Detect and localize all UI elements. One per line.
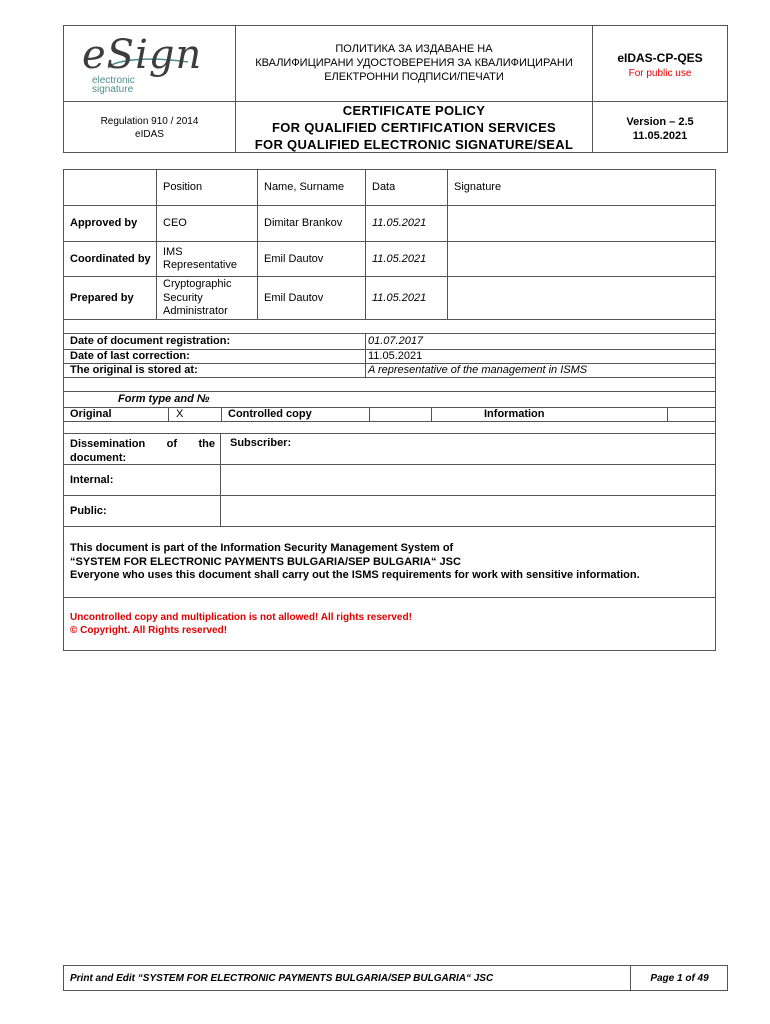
position-line: Security: [163, 291, 203, 304]
logo-sub-1: electronic: [92, 75, 135, 86]
row-role: Coordinated by: [70, 252, 151, 265]
registration-label: Date of document registration:: [70, 334, 231, 347]
registration-value: A representative of the management in ISMS: [368, 364, 588, 376]
doc-access: For public use: [628, 68, 692, 79]
notice-line: This document is part of the Information Security Management System of: [70, 542, 454, 554]
regulation-cell: [64, 115, 235, 141]
col-header-name: Name, Surname: [264, 181, 345, 193]
footer-left: Print and Edit “SYSTEM FOR ELECTRONIC PAYMENTS BULGARIA/SEP BULGARIA“ JSC: [70, 972, 494, 984]
title-bg-line: ЕЛЕКТРОННИ ПОДПИСИ/ПЕЧАТИ: [324, 71, 504, 83]
row-position: [163, 278, 231, 319]
dissemination-word: of: [166, 438, 178, 450]
row-name: Emil Dautov: [264, 291, 324, 304]
logo-brand: eSign: [82, 32, 203, 78]
version-cell: [593, 115, 727, 143]
version: Version – 2.5: [626, 116, 694, 128]
regulation-line: Regulation 910 / 2014: [100, 116, 199, 127]
control-table: [63, 169, 716, 651]
row-name: Dimitar Brankov: [264, 217, 343, 229]
row-name: Emil Dautov: [264, 252, 324, 265]
position-line: Representative: [163, 259, 237, 271]
warning-line: Uncontrolled copy and multiplication is not allowed! All rights reserved!: [70, 612, 412, 623]
dissemination-word: document:: [70, 452, 127, 464]
position-line: Administrator: [163, 305, 228, 317]
doc-code-cell: [593, 50, 727, 80]
warning-line: © Copyright. All Rights reserved!: [70, 625, 228, 636]
notice-line: “SYSTEM FOR ELECTRONIC PAYMENTS BULGARIA/SEP BULGARIA“ JSC: [70, 555, 461, 568]
form-controlled: Controlled copy: [228, 408, 312, 420]
dissemination-word: Dissemination: [70, 438, 146, 450]
dissemination-word: the: [198, 438, 215, 450]
copyright-warning: [70, 611, 710, 637]
row-date: 11.05.2021: [372, 291, 427, 304]
doc-code: eIDAS-CP-QES: [617, 51, 703, 65]
registration-label: The original is stored at:: [70, 364, 198, 376]
position-line: IMS: [163, 246, 183, 258]
isms-notice: [70, 542, 710, 583]
page-footer: [63, 965, 728, 991]
row-position: CEO: [163, 217, 187, 229]
document-header: [63, 25, 728, 153]
form-type-title: Form type and №: [118, 393, 210, 405]
position-line: Cryptographic: [163, 278, 232, 290]
col-header-date: Data: [372, 181, 396, 193]
row-role: Prepared by: [70, 291, 134, 304]
dissemination-internal: Internal:: [70, 473, 114, 486]
title-en-line: FOR QUALIFIED ELECTRONIC SIGNATURE/SEAL: [254, 137, 574, 152]
dissemination-subscriber: Subscriber:: [230, 436, 292, 449]
logo-sub-2: signature: [92, 84, 134, 95]
registration-value: 11.05.2021: [368, 350, 423, 362]
row-date: 11.05.2021: [372, 217, 427, 229]
title-bg: [236, 42, 592, 84]
form-information: Information: [484, 408, 545, 420]
title-en-line: FOR QUALIFIED CERTIFICATION SERVICES: [271, 120, 557, 135]
col-header-position: Position: [163, 181, 203, 193]
notice-line: Everyone who uses this document shall carry out the ISMS requirements for work with sensitive information.: [70, 569, 640, 581]
row-role: Approved by: [70, 217, 138, 229]
title-bg-line: КВАЛИФИЦИРАНИ УДОСТОВЕРЕНИЯ ЗА КВАЛИФИЦИРАНИ: [255, 57, 573, 69]
form-original: Original: [70, 408, 112, 420]
col-header-signature: Signature: [454, 181, 502, 193]
title-en-line: CERTIFICATE POLICY: [342, 103, 486, 118]
title-en: [236, 102, 592, 153]
version-date: 11.05.2021: [632, 130, 688, 142]
regulation-line: eIDAS: [135, 129, 164, 140]
registration-label: Date of last correction:: [70, 350, 190, 362]
page-number: Page 1 of 49: [650, 972, 709, 984]
row-position: [163, 246, 237, 272]
form-original-mark: X: [176, 408, 184, 420]
registration-value: 01.07.2017: [368, 334, 424, 347]
row-date: 11.05.2021: [372, 252, 427, 265]
title-bg-line: ПОЛИТИКА ЗА ИЗДАВАНЕ НА: [335, 43, 493, 55]
dissemination-label: [70, 437, 215, 465]
esign-logo: [78, 32, 226, 100]
dissemination-public: Public:: [70, 504, 107, 517]
